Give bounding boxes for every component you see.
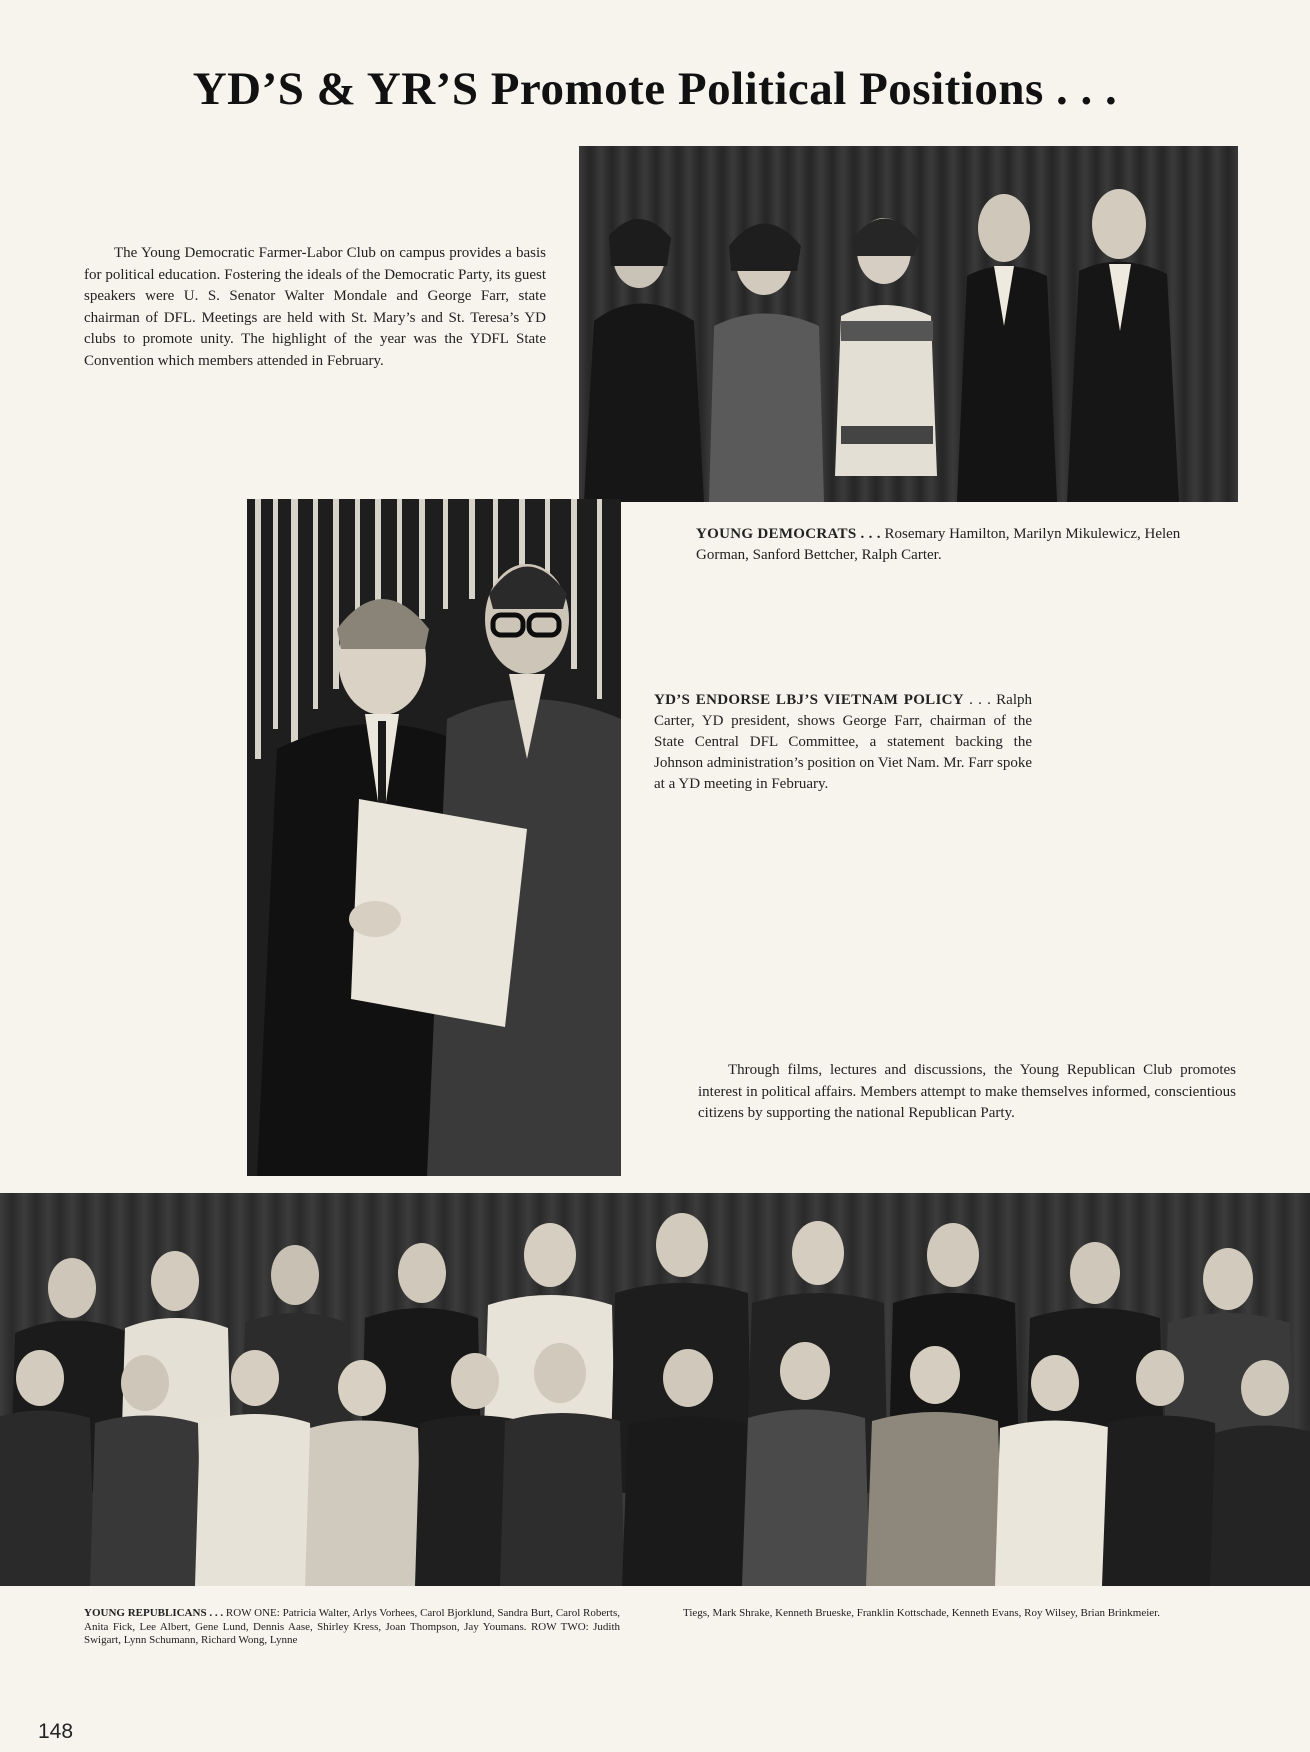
young-republicans-caption-text-right: Tiegs, Mark Shrake, Kenneth Brueske, Franklin Kottschade, Kenneth Evans, Roy Wilsey, Brian Brinkmeier. [683, 1607, 1160, 1619]
young-democrats-caption [696, 524, 1236, 566]
young-republicans-caption-text-left: ROW ONE: Patricia Walter, Arlys Vorhees, Carol Bjorklund, Sandra Burt, Carol Roberts, Anita Fick, Lee Albert, Gene Lund, Dennis Aase, Shirley Kress, Joan Thompson, Jay Youmans. ROW TWO: Judith Swigart, Lynn Schumann, Richard Wong, Lynne [84, 1607, 620, 1646]
yr-paragraph-text: Through films, lectures and discussions, the Young Republican Club promotes interest in political affairs. Members attempt to make themselves informed, conscientious citizens by supporting the national Republican Party. [698, 1062, 1236, 1121]
ydfl-paragraph [84, 243, 546, 372]
yr-paragraph [698, 1060, 1236, 1125]
lbj-policy-photo [247, 499, 621, 1176]
young-democrats-caption-heading: YOUNG DEMOCRATS . . . [696, 526, 881, 542]
young-republicans-caption-left [84, 1607, 620, 1648]
page-number: 148 [38, 1720, 74, 1743]
young-republicans-caption-heading: YOUNG REPUBLICANS . . . [84, 1607, 224, 1619]
ydfl-paragraph-text: The Young Democratic Farmer-Labor Club on campus provides a basis for political education. Fostering the ideals of the Democratic Party, its guest speakers were U. S. Senator Walter Mondale and George Farr, state chairman of DFL. Meetings are held with St. Mary’s and St. Teresa’s YD clubs to promote unity. The highlight of the year was the YDFL State Convention which members attended in February. [84, 245, 546, 369]
lbj-policy-caption-heading: YD’S ENDORSE LBJ’S VIETNAM POLICY [654, 692, 964, 708]
young-republicans-photo [0, 1193, 1310, 1586]
young-republicans-caption-right [683, 1607, 1238, 1621]
lbj-policy-caption [654, 690, 1032, 795]
young-democrats-photo [579, 146, 1238, 502]
young-democrats-caption-names: Rosemary Hamilton, Marilyn Mikulewicz, Helen Gorman, Sanford Bettcher, Ralph Carter. [696, 526, 1181, 563]
page-title: YD’S & YR’S Promote Political Positions . . . [192, 63, 1118, 115]
lbj-policy-caption-text: . . . Ralph Carter, YD president, shows George Farr, chairman of the State Central DFL Committee, a statement backing the Johnson administration’s position on Viet Nam. Mr. Farr spoke at a YD meeting in February. [654, 692, 1032, 792]
